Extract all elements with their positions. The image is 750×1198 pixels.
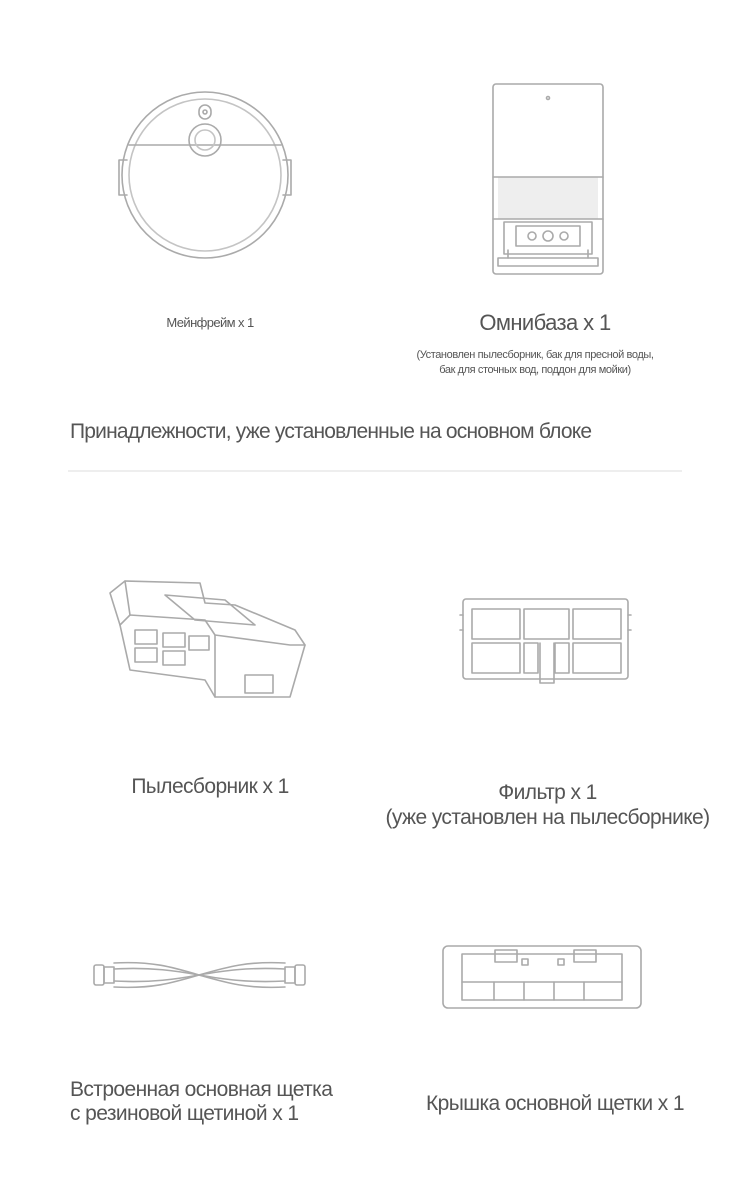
main-brush-caption-line-2: с резиновой щетиной x 1 [70,1102,299,1125]
section-heading: Принадлежности, уже установленные на основном блоке [70,420,592,443]
dustbin-illustration [105,575,310,705]
main-brush-illustration [92,955,307,995]
main-brush-caption [70,1078,370,1126]
omnibase-caption: Омнибаза x 1 [479,310,611,335]
omnibase-illustration [488,80,608,280]
brush-cover-caption: Крышка основной щетки x 1 [426,1092,684,1115]
main-brush-caption-line-1: Встроенная основная щетка [70,1078,333,1101]
filter-illustration [458,595,633,685]
filter-caption [380,780,715,830]
filter-caption-line-1: Фильтр x 1 [498,781,597,804]
omnibase-note [385,348,685,378]
omnibase-note-line-2: бак для сточных вод, поддон для мойки) [439,364,631,376]
dustbin-caption: Пылесборник x 1 [131,775,289,798]
brush-cover-illustration [440,942,645,1012]
omnibase-note-line-1: (Установлен пылесборник, бак для пресной воды, [416,349,654,361]
mainframe-caption: Мейнфрейм x 1 [166,315,254,330]
robot-vacuum-illustration [115,85,305,265]
filter-caption-line-2: (уже установлен на пылесборнике) [385,806,710,829]
section-divider [68,470,682,472]
